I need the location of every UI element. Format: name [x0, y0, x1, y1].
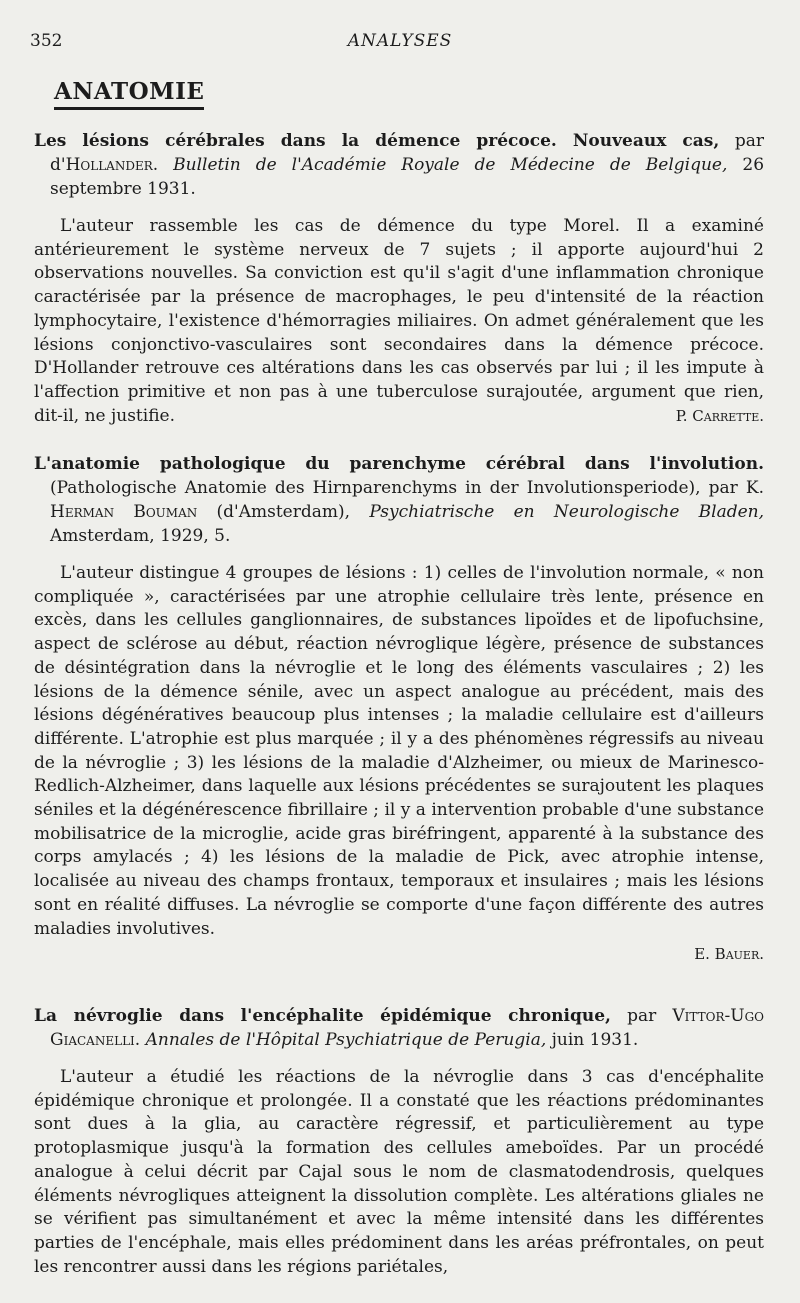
article-1-body-text: L'auteur rassemble les cas de démence du type Morel. Il a examiné antérieurement le système nerveux de 7 sujets ; il apporte aujourd'hui 2 observations nouvelles. Sa conviction est qu'il s'agit d'une inflammation chronique caractérisée par la présence de macrophages, le peu d'intensité de la réaction lymphocytaire, l'existence d'hémorragies miliaires. On admet généralement que les lésions conjonctivo-vasculaires sont secondaires dans la démence précoce. D'Hollander retrouve ces altérations dans les cas observés par lui ; il les impute à l'affection primitive et non pas à une tuberculose surajoutée, argument que rien, dit-il, ne justifie.	[34, 216, 764, 426]
article-2	[34, 452, 764, 965]
article-3-body: L'auteur a étudié les réactions de la névroglie dans 3 cas d'encéphalite épidémique chronique et prolongée. Il a constaté que les réactions prédominantes sont dues à la glia, au caractère régressif, et particulièrement au type protoplasmique jusqu'à la formation des cellules ameboïdes. Par un procédé analogue à celui décrit par Cajal sous le nom de clasmatodendrosis, quelques éléments névrogliques atteignent la dissolution complète. Les altérations gliales ne se vérifient pas simultanément et avec la même intensité dans les différentes parties de l'encéphale, mais elles prédominent dans les aréas préfrontales, on peut les rencontrer aussi dans les régions pariétales,	[34, 1067, 764, 1277]
article-2-signature	[34, 943, 764, 965]
article-3-reference	[34, 1004, 764, 1052]
article-1-reviewer: P. Carrette.	[675, 406, 764, 425]
article-2-subtitle: (Pathologische Anatomie des Hirnparenchyms in der Involutionsperiode),	[50, 478, 701, 498]
article-1-title: Les lésions cérébrales dans la démence précoce. Nouveaux cas,	[34, 131, 720, 151]
article-3-journal: Annales de l'Hôpital Psychiatrique de Perugia,	[145, 1030, 547, 1050]
article-3-by: par	[627, 1006, 657, 1026]
article-1-journal: Bulletin de l'Académie Royale de Médecine de Belgique,	[173, 155, 728, 175]
section-heading: ANATOMIE	[54, 78, 204, 110]
article-1-author-prefix: d'	[50, 155, 66, 175]
article-2-affiliation: (d'Amsterdam),	[216, 502, 351, 522]
article-2-reference	[34, 452, 764, 548]
article-3-author: Vittor-Ugo Giacanelli.	[50, 1006, 765, 1050]
article-2-title: L'anatomie pathologique du parenchyme cérébral dans l'involution.	[34, 454, 764, 474]
article-2-by: par	[708, 478, 738, 498]
running-head	[30, 31, 770, 53]
article-1-author: Hollander	[65, 155, 153, 175]
article-1-date: 26 septembre 1931.	[50, 155, 765, 199]
article-1-body	[34, 215, 764, 428]
article-3-title: La névroglie dans l'encéphalite épidémique chronique,	[34, 1006, 611, 1026]
article-2-date: Amsterdam, 1929, 5.	[50, 526, 231, 546]
article-2-reviewer: E. Bauer.	[694, 945, 764, 964]
page-number: 352	[30, 31, 63, 51]
article-2-body: L'auteur distingue 4 groupes de lésions : 1) celles de l'involution normale, « non compliquée », caractérisées par une atrophie cellulaire très lente, présence en excès, dans les cellules ganglionnaires, de substances lipoïdes et de lipofuchsine, aspect de sclérose au début, réaction névroglique légère, présence de substances de désintégration dans la névroglie et le long des éléments vasculaires ; 2) les lésions de la démence sénile, avec un aspect analogue au précédent, mais des lésions dégénératives beaucoup plus intenses ; la maladie cellulaire est d'ailleurs différente. L'atrophie est plus marquée ; il y a des phénomènes régressifs au niveau de la névroglie ; 3) les lésions de la maladie d'Alzheimer, ou mieux de Marinesco-Redlich-Alzheimer, dans laquelle aux lésions précédentes se surajoutent les plaques séniles et la dégénérescence fibrillaire ; il y a intervention probable d'une substance mobilisatrice de la microglie, acide gras biréfringent, apparenté à la substance des corps amylacés ; 4) les lésions de la maladie de Pick, avec atrophie intense, localisée au niveau des champs frontaux, temporaux et insulaires ; mais les lésions sont en réalité diffuses. La névroglie se comporte d'une façon différente des autres maladies involutives.	[34, 563, 764, 939]
article-1	[34, 129, 764, 428]
article-3-date: juin 1931.	[551, 1030, 639, 1050]
article-2-journal: Psychiatrische en Neurologische Bladen,	[369, 502, 765, 522]
article-2-author: K. Herman Bouman	[50, 478, 765, 522]
running-title: ANALYSES	[347, 31, 453, 51]
article-3	[34, 1004, 764, 1279]
article-1-by: par	[734, 131, 764, 151]
article-1-reference: Les lésions cérébrales dans la démence précoce. Nouveaux cas, par d'Hollander. Bulletin de l'Académie Royale de Médecine de Belgique, 26 septembre 1931.	[34, 131, 765, 199]
